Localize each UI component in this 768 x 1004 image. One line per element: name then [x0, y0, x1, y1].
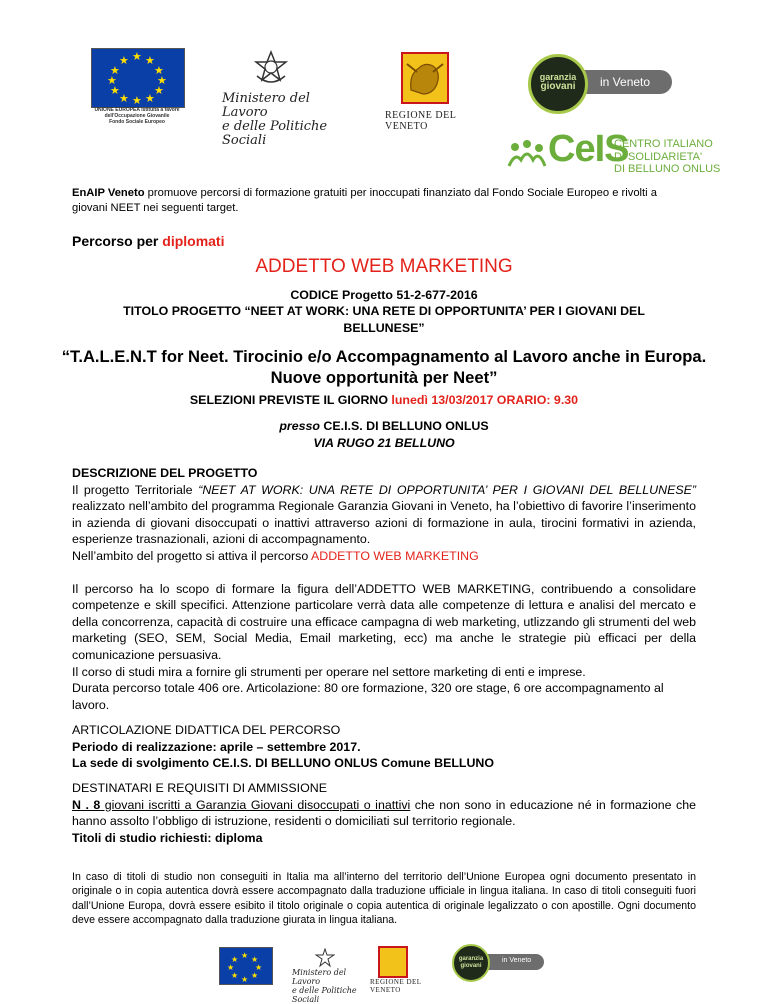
- in-veneto-banner: in Veneto: [480, 954, 544, 970]
- garanzia-giovani-icon: garanzia giovani: [528, 54, 588, 114]
- destinatari-section: [72, 780, 696, 846]
- course-title: ADDETTO WEB MARKETING: [255, 256, 513, 277]
- description-p3: Il percorso ha lo scopo di formare la figura dell’ADDETTO WEB MARKETING, contribuendo a consolidare competenze e skill specifici. Attenzione particolare verrà data alle competenze di lettura e analisi del mercato e della concorrenza, capacità di costruire una efficace campagna di web marketing, utlizzando gli strumenti del web marketing (SEO, SEM, Social Media, Email marketing, ecc) ma anche le strategie più efficaci per della comunicazione persuasiva.: [72, 581, 696, 662]
- description-section: [72, 465, 696, 713]
- eu-flag-icon: ★ ★ ★ ★ ★ ★ ★ ★ ★ ★ ★ ★: [91, 48, 185, 108]
- articolazione-heading: ARTICOLAZIONE DIDATTICA DEL PERCORSO: [72, 723, 341, 737]
- description-p5: Durata percorso totale 406 ore. Articolazione: 80 ore formazione, 320 ore stage, 6 ore accompagnamento al lavoro.: [72, 681, 664, 712]
- talent-title: “T.A.L.E.N.T for Neet. Tirocinio e/o Accompagnamento al Lavoro anche in Europa. Nuove opportunità per Neet”: [61, 347, 707, 387]
- footer-logos: [0, 940, 768, 1004]
- description-heading: DESCRIZIONE DEL PROGETTO: [72, 466, 258, 480]
- garanzia-giovani-icon: garanzia giovani: [452, 944, 490, 982]
- org-name: EnAIP Veneto: [72, 187, 145, 199]
- destinatari-text: N . 8 giovani iscritti a Garanzia Giovani disoccupati o inattivi che non sono in educazione né in formazione che hanno assolto l’obbligo di istruzione, residenti o domiciliati sul territorio regionale.: [72, 797, 696, 829]
- selection-date: SELEZIONI PREVISTE IL GIORNO lunedì 13/03/2017 ORARIO: 9.30: [189, 393, 579, 407]
- sede: La sede di svolgimento CE.I.S. DI BELLUNO ONLUS Comune BELLUNO: [72, 756, 495, 771]
- note-paragraph: In caso di titoli di studio non conseguiti in Italia ma all’interno del territorio dell’Unione Europea ogni documento presentato in originale o in copia autentica dovrà essere accompagnato dalla traduzione ufficiale in lingua italiana. In caso di titoli conseguiti fuori dall’Unione Europa, dovrà essere esibito il titolo originale o copia autentica di originale legalizzato o con apostille. Ogni documento deve essere accompagnato dalla traduzione giurata in lingua italiana.: [72, 871, 696, 927]
- ministry-logo-text: Ministero del Lavoro e delle Politiche Sociali: [222, 91, 328, 148]
- veneto-lion-icon: [378, 946, 408, 978]
- eu-caption: UNIONE EUROPEA Istituita a favore dell'Occupazione Giovanile Fondo Sociale Europeo: [94, 107, 180, 125]
- project-title: TITOLO PROGETTO “NEET AT WORK: UNA RETE DI OPPORTUNITA’ PER I GIOVANI DEL BELLUNESE”: [123, 304, 645, 335]
- regione-veneto-label: REGIONE DEL VENETO: [385, 110, 456, 132]
- eu-flag-icon: ★ ★ ★ ★ ★ ★ ★ ★: [219, 947, 273, 985]
- titoli-richiesti: Titoli di studio richiesti: diploma: [72, 830, 263, 845]
- cels-logo: CeIS: [548, 128, 629, 170]
- percorso-line: Percorso per diplomati: [72, 233, 225, 249]
- footer-ministry-text: Ministero del Lavoro e delle Politiche Sociali: [292, 968, 357, 1004]
- periodo: Periodo di realizzazione: aprile – settembre 2017.: [72, 739, 361, 754]
- venue: presso CE.I.S. DI BELLUNO ONLUS VIA RUGO 21 BELLUNO: [279, 419, 489, 450]
- italian-emblem-icon: [254, 50, 288, 86]
- in-veneto-banner: in Veneto: [570, 70, 672, 94]
- description-p1: Il progetto Territoriale “NEET AT WORK: UNA RETE DI OPPORTUNITA’ PER I GIOVANI DEL BELLUNESE” realizzato nell’ambito del programma Regionale Garanzia Giovani in Veneto, ha l’obiettivo di favorire l’inserimento in azienda di giovani disoccupati o inattivi attraverso azioni di formazione in aula, tirocini formativi in azienda, esperienze trasnazionali, azioni di accompagnamento.: [72, 482, 696, 547]
- intro-paragraph: EnAIP Veneto promuove percorsi di formazione gratuiti per inoccupati finanziato dal Fondo Sociale Europeo e rivolti a giovani NEET nei seguenti target.: [72, 187, 657, 215]
- project-code: CODICE Progetto 51-2-677-2016: [290, 288, 478, 302]
- description-p2: Nell’ambito del progetto si attiva il percorso ADDETTO WEB MARKETING: [72, 548, 479, 563]
- articolazione-section: [72, 722, 696, 772]
- description-p4: Il corso di studi mira a fornire gli strumenti per operare nel settore marketing di enti e imprese.: [72, 664, 586, 679]
- header-logos: [0, 0, 768, 185]
- veneto-lion-icon: [401, 52, 449, 104]
- destinatari-heading: DESTINATARI E REQUISITI DI AMMISSIONE: [72, 781, 327, 795]
- footer-regione-label: REGIONE DEL VENETO: [370, 978, 422, 994]
- italian-emblem-icon: [315, 948, 335, 968]
- cels-name: CENTRO ITALIANO DI SOLIDARIETA' DI BELLUNO ONLUS: [614, 138, 721, 175]
- cels-figures-icon: [505, 138, 549, 170]
